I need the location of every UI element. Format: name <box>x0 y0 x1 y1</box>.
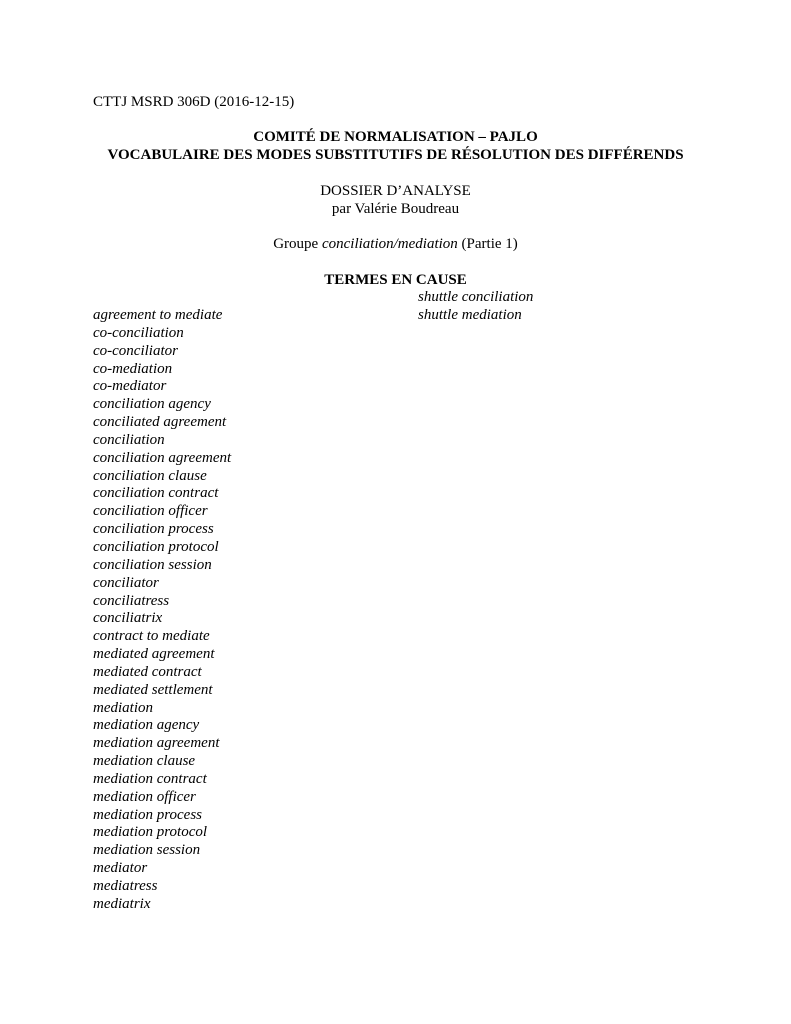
term-item: mediation clause <box>93 753 196 770</box>
term-item: co-conciliator <box>93 342 178 359</box>
term-item: mediation process <box>93 806 203 823</box>
term-item: conciliation <box>93 431 165 448</box>
terms-list-left <box>93 307 231 914</box>
term-item: mediator <box>93 860 148 877</box>
term-item: conciliatrix <box>93 610 163 627</box>
term-item: mediatress <box>93 878 158 894</box>
term-item: mediation contract <box>93 770 207 787</box>
term-item: mediatrix <box>93 895 151 912</box>
term-item: conciliation session <box>93 556 212 573</box>
term-item: mediation officer <box>93 788 196 805</box>
term-item: conciliated agreement <box>93 414 227 431</box>
term-item: mediated agreement <box>93 646 215 663</box>
term-item: conciliation contract <box>93 485 219 502</box>
term-item: conciliation officer <box>93 503 208 520</box>
group-name: conciliation/mediation <box>321 236 458 252</box>
term-item: mediation agency <box>93 717 200 734</box>
terms-list-right <box>418 289 533 325</box>
term-item: agreement to mediate <box>93 307 223 323</box>
term-item: conciliation agreement <box>93 449 232 466</box>
term-item: conciliation clause <box>93 467 207 484</box>
term-item: conciliation agency <box>93 396 211 413</box>
term-item: contract to mediate <box>93 628 210 645</box>
term-item: mediated settlement <box>93 681 213 698</box>
term-item: mediation <box>93 699 153 716</box>
group-line <box>0 235 791 253</box>
term-item: shuttle conciliation <box>418 289 534 305</box>
group-prefix: Groupe <box>273 236 322 252</box>
term-item: co-mediation <box>93 360 173 377</box>
term-item: shuttle mediation <box>418 306 522 323</box>
document-reference: CTTJ MSRD 306D (2016-12-15) <box>93 94 295 110</box>
section-heading: TERMES EN CAUSE <box>324 272 467 288</box>
term-item: co-mediator <box>93 378 167 395</box>
term-item: conciliator <box>93 574 159 591</box>
term-item: conciliatress <box>93 592 170 609</box>
term-item: co-conciliation <box>93 324 184 341</box>
author-line: par Valérie Boudreau <box>331 201 460 217</box>
group-suffix: (Partie 1) <box>457 236 518 252</box>
dossier-heading: DOSSIER D’ANALYSE <box>320 183 471 199</box>
term-item: mediation agreement <box>93 735 220 752</box>
term-item: conciliation protocol <box>93 538 219 555</box>
committee-title: COMITÉ DE NORMALISATION – PAJLO <box>253 129 538 145</box>
term-item: conciliation process <box>93 521 214 538</box>
term-item: mediation session <box>93 842 201 859</box>
term-item: mediated contract <box>93 663 202 680</box>
vocabulary-title: VOCABULAIRE DES MODES SUBSTITUTIFS DE RÉSOLUTION DES DIFFÉRENDS <box>107 147 684 163</box>
term-item: mediation protocol <box>93 824 208 841</box>
